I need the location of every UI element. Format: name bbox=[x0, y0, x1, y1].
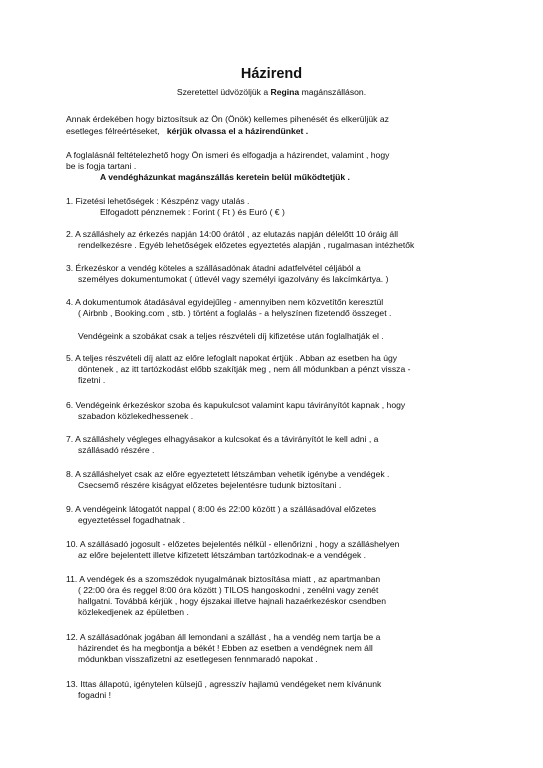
rule-13-line-2: fogadni ! bbox=[78, 690, 111, 700]
intro-line-1: Annak érdekében hogy biztosítsuk az Ön (Önök) kellemes pihenését és elkerüljük az bbox=[66, 114, 389, 124]
rule-6-line-2: szabadon közlekedhessenek . bbox=[78, 411, 194, 421]
rule-5-line-2: döntenek , az itt tartózkodást előbb szakítják meg , nem áll módunkban a pénzt vissza - bbox=[78, 364, 411, 374]
rule-7-line-1: 7. A szálláshely végleges elhagyásakor a kulcsokat és a távirányítót le kell adni , a bbox=[66, 434, 379, 444]
rule-11-line-3: hallgatni. Továbbá kérjük , hogy éjszakai illetve hajnali hazaérkezéskor csendben bbox=[78, 596, 386, 606]
intro-emphasis: kérjük olvassa el a házirendünket . bbox=[166, 126, 309, 136]
rule-2-line-2: rendelkezésre . Egyéb lehetőségek előzetes egyeztetés alapján , rugalmasan intézhetők bbox=[78, 240, 415, 250]
rule-4-line-1: 4. A dokumentumok átadásával egyidejűleg - amennyiben nem közvetítőn keresztül bbox=[66, 297, 384, 307]
rule-12-line-1: 12. A szállásadónak jogában áll lemondani a szállást , ha a vendég nem tartja be a bbox=[66, 632, 381, 642]
guesthouse-name: Regina bbox=[270, 87, 300, 97]
payment-note: Vendégeink a szobákat csak a teljes részvételi díj kifizetése után foglalhatják el . bbox=[78, 331, 384, 341]
rule-4-line-2: ( Airbnb , Booking.com , stb. ) történt a foglalás - a helyszínen fizetendő összeget . bbox=[78, 308, 392, 318]
greeting-line bbox=[0, 87, 543, 98]
rule-8-line-1: 8. A szálláshelyet csak az előre egyeztetett létszámban vehetik igénybe a vendégek . bbox=[66, 469, 390, 479]
rule-3-line-2: személyes dokumentumokat ( útlevél vagy személyi igazolvány és lakcímkártya. ) bbox=[78, 274, 389, 284]
rule-5-line-3: fizetni . bbox=[78, 375, 106, 385]
rule-6-line-1: 6. Vendégeink érkezéskor szoba és kapukulcsot valamint kapu távirányítót kapnak , hogy bbox=[66, 400, 406, 410]
rule-12-line-2: házirendet és ha megbontja a békét ! Ebben az esetben a vendégnek nem áll bbox=[78, 643, 373, 653]
intro-line-2 bbox=[66, 126, 308, 137]
rule-7-line-2: szállásadó részére . bbox=[78, 445, 155, 455]
rule-11-line-2: ( 22:00 óra és reggel 8:00 óra között ) TILOS hangoskodni , zenélni vagy zenét bbox=[78, 585, 379, 595]
rule-10-line-1: 10. A szállásadó jogosult - előzetes bejelentés nélkül - ellenőrizni , hogy a szálláshelyen bbox=[66, 539, 400, 549]
rule-11-line-4: közlekedjenek az épületben . bbox=[78, 607, 189, 617]
rule-1-line-2: Elfogadott pénznemek : Forint ( Ft ) és Euró ( € ) bbox=[100, 207, 285, 217]
document-title: Házirend bbox=[240, 66, 303, 82]
operation-statement: A vendégházunkat magánszállás keretein belül működtetjük . bbox=[100, 172, 350, 182]
rule-2-line-1: 2. A szálláshely az érkezés napján 14:00 órától , az elutazás napján délelőtt 10 óráig áll bbox=[66, 229, 399, 239]
rule-13-line-1: 13. Ittas állapotú, igénytelen külsejű , agresszív hajlamú vendégeket nem kívánunk bbox=[66, 679, 382, 689]
rule-9-line-1: 9. A vendégeink látogatót nappal ( 8:00 és 22:00 között ) a szállásadóval előzetes bbox=[66, 504, 377, 514]
rule-8-line-2: Csecsemő részére kiságyat előzetes bejelentésre tudunk biztosítani . bbox=[78, 480, 342, 490]
assumption-line-2: be is fogja tartani . bbox=[66, 161, 137, 171]
rule-1-line-1: 1. Fizetési lehetőségek : Készpénz vagy utalás . bbox=[66, 196, 250, 206]
rule-11-line-1: 11. A vendégek és a szomszédok nyugalmának biztosítása miatt , az apartmanban bbox=[66, 574, 381, 584]
rule-9-line-2: egyeztetéssel fogadhatnak . bbox=[78, 515, 186, 525]
rule-10-line-2: az előre bejelentett illetve kifizetett létszámban tartózkodnak-e a vendégek . bbox=[78, 550, 367, 560]
assumption-line-1: A foglalásnál feltételezhető hogy Ön ismeri és elfogadja a házirendet, valamint , hogy bbox=[66, 150, 390, 160]
rule-12-line-3: módunkban visszafizetni az esetlegesen fennmaradó napokat . bbox=[78, 654, 318, 664]
greeting-pre: Szeretettel üdvözöljük a bbox=[176, 87, 271, 97]
rule-3-line-1: 3. Érkezéskor a vendég köteles a szállásadónak átadni adatfelvétel céljából a bbox=[66, 263, 361, 273]
rule-5-line-1: 5. A teljes részvételi díj alatt az előre lefoglalt napokat értjük . Abban az esetben ha úgy bbox=[66, 353, 398, 363]
greeting-post: magánszálláson. bbox=[299, 87, 367, 97]
intro-text: esetleges félreértéseket, bbox=[66, 126, 160, 136]
